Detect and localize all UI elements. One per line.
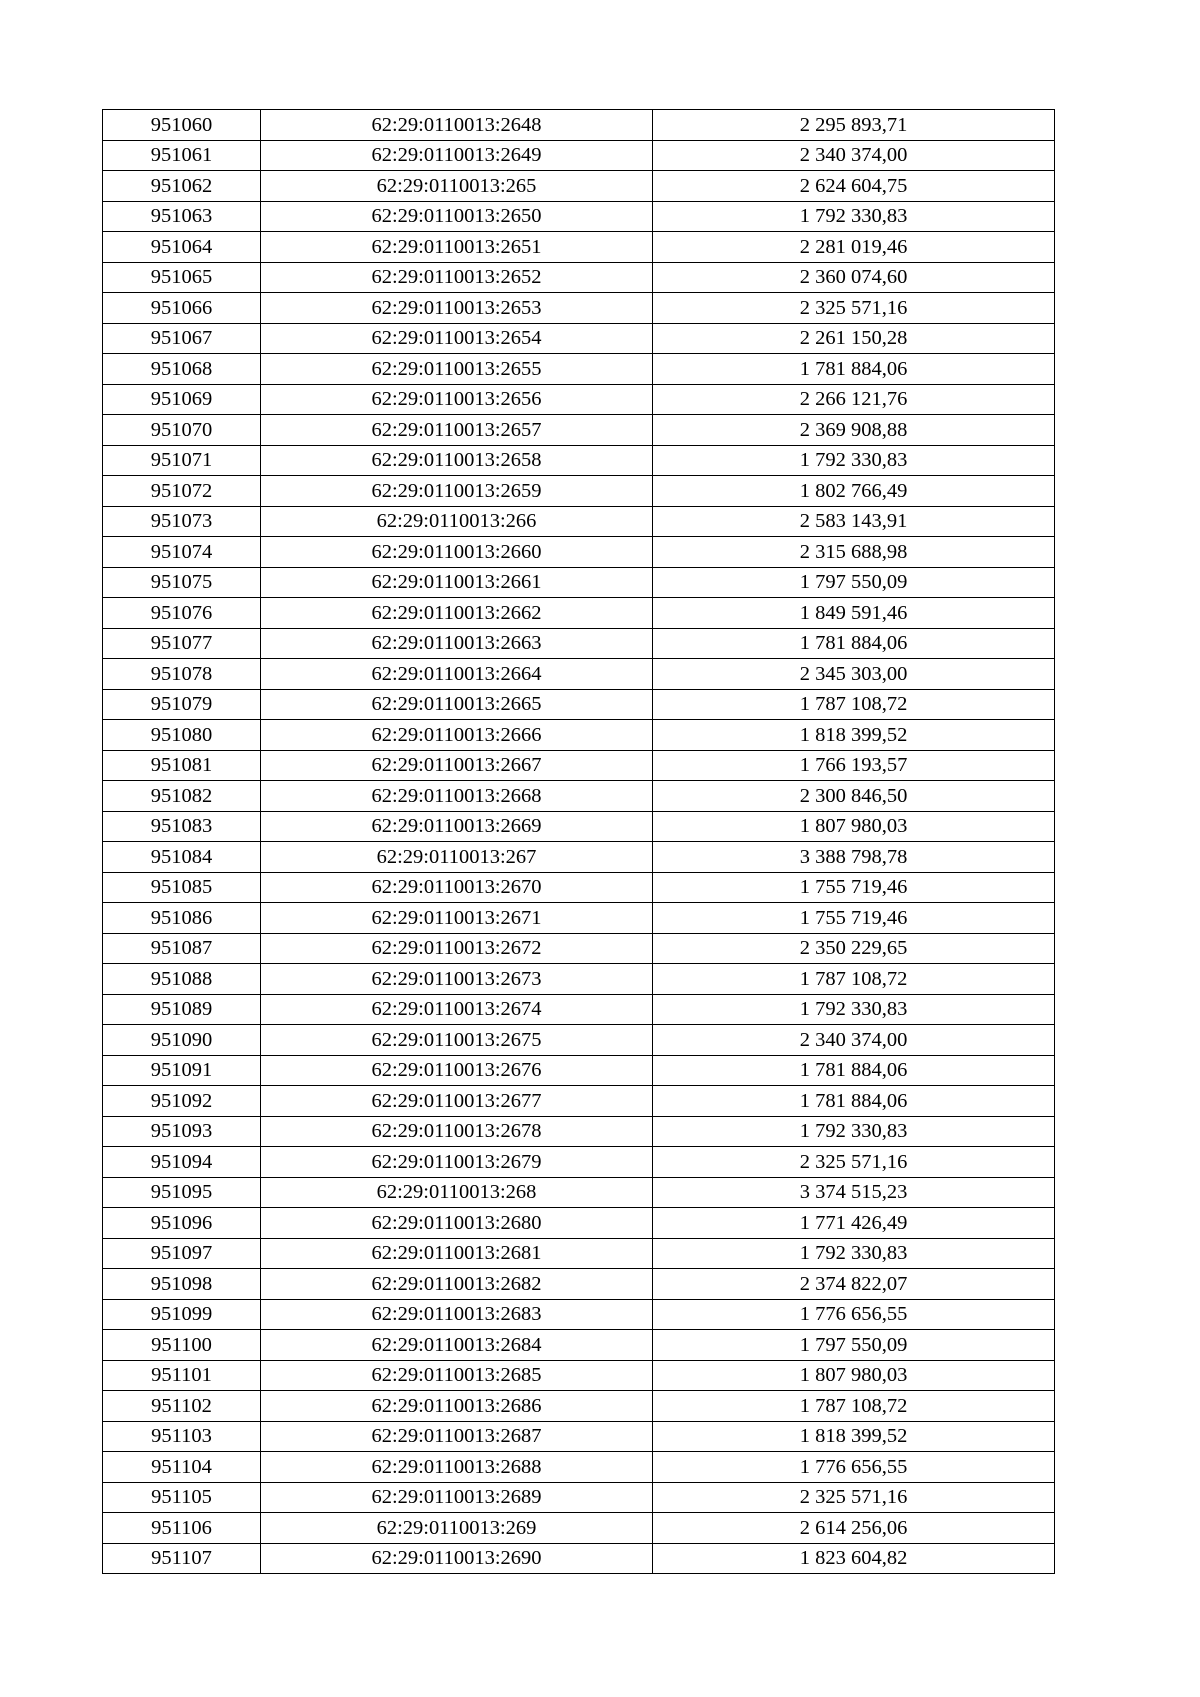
row-number-cell: 951091 [103, 1055, 261, 1086]
row-number-cell: 951068 [103, 354, 261, 385]
cadastral-value-cell: 2 624 604,75 [653, 171, 1055, 202]
cadastral-number-cell: 62:29:0110013:2662 [261, 598, 653, 629]
table-row [103, 1116, 1055, 1147]
cadastral-value-cell: 1 823 604,82 [653, 1543, 1055, 1574]
cadastral-number-cell: 62:29:0110013:267 [261, 842, 653, 873]
cadastral-number-cell: 62:29:0110013:2666 [261, 720, 653, 751]
row-number-cell: 951084 [103, 842, 261, 873]
table-row [103, 1330, 1055, 1361]
table-row [103, 1208, 1055, 1239]
row-number-cell: 951067 [103, 323, 261, 354]
cadastral-value-cell: 2 325 571,16 [653, 1147, 1055, 1178]
cadastral-number-cell: 62:29:0110013:2690 [261, 1543, 653, 1574]
cadastral-number-cell: 62:29:0110013:2675 [261, 1025, 653, 1056]
table-row [103, 232, 1055, 263]
row-number-cell: 951089 [103, 994, 261, 1025]
row-number-cell: 951105 [103, 1482, 261, 1513]
row-number-cell: 951106 [103, 1513, 261, 1544]
table-row [103, 384, 1055, 415]
table-row [103, 1421, 1055, 1452]
cadastral-number-cell: 62:29:0110013:2678 [261, 1116, 653, 1147]
row-number-cell: 951077 [103, 628, 261, 659]
row-number-cell: 951107 [103, 1543, 261, 1574]
row-number-cell: 951080 [103, 720, 261, 751]
cadastral-value-cell: 1 755 719,46 [653, 903, 1055, 934]
cadastral-value-cell: 2 340 374,00 [653, 1025, 1055, 1056]
cadastral-number-cell: 62:29:0110013:2652 [261, 262, 653, 293]
cadastral-number-cell: 62:29:0110013:2661 [261, 567, 653, 598]
cadastral-value-cell: 1 781 884,06 [653, 354, 1055, 385]
table-row [103, 445, 1055, 476]
row-number-cell: 951073 [103, 506, 261, 537]
row-number-cell: 951098 [103, 1269, 261, 1300]
cadastral-value-cell: 1 807 980,03 [653, 811, 1055, 842]
cadastral-value-cell: 2 345 303,00 [653, 659, 1055, 690]
cadastral-value-cell: 2 340 374,00 [653, 140, 1055, 171]
table-row [103, 1055, 1055, 1086]
row-number-cell: 951085 [103, 872, 261, 903]
cadastral-number-cell: 62:29:0110013:2654 [261, 323, 653, 354]
table-row [103, 201, 1055, 232]
row-number-cell: 951101 [103, 1360, 261, 1391]
cadastral-value-cell: 1 766 193,57 [653, 750, 1055, 781]
cadastral-number-cell: 62:29:0110013:2659 [261, 476, 653, 507]
row-number-cell: 951062 [103, 171, 261, 202]
table-row [103, 1147, 1055, 1178]
row-number-cell: 951063 [103, 201, 261, 232]
cadastral-value-cell: 2 374 822,07 [653, 1269, 1055, 1300]
row-number-cell: 951061 [103, 140, 261, 171]
table-row [103, 1452, 1055, 1483]
row-number-cell: 951082 [103, 781, 261, 812]
cadastral-number-cell: 62:29:0110013:2680 [261, 1208, 653, 1239]
cadastral-value-table [102, 109, 1055, 1574]
row-number-cell: 951064 [103, 232, 261, 263]
cadastral-value-cell: 2 261 150,28 [653, 323, 1055, 354]
table-row [103, 1086, 1055, 1117]
table-row [103, 1177, 1055, 1208]
table-row [103, 1360, 1055, 1391]
table-row [103, 171, 1055, 202]
cadastral-value-cell: 2 315 688,98 [653, 537, 1055, 568]
cadastral-value-cell: 2 360 074,60 [653, 262, 1055, 293]
row-number-cell: 951083 [103, 811, 261, 842]
row-number-cell: 951102 [103, 1391, 261, 1422]
table-row [103, 994, 1055, 1025]
row-number-cell: 951096 [103, 1208, 261, 1239]
table-row [103, 537, 1055, 568]
cadastral-number-cell: 62:29:0110013:2684 [261, 1330, 653, 1361]
cadastral-number-cell: 62:29:0110013:2667 [261, 750, 653, 781]
row-number-cell: 951081 [103, 750, 261, 781]
table-body [103, 110, 1055, 1574]
cadastral-number-cell: 62:29:0110013:2681 [261, 1238, 653, 1269]
cadastral-value-cell: 1 797 550,09 [653, 567, 1055, 598]
row-number-cell: 951088 [103, 964, 261, 995]
cadastral-value-cell: 1 781 884,06 [653, 1086, 1055, 1117]
table-row [103, 323, 1055, 354]
row-number-cell: 951095 [103, 1177, 261, 1208]
table-row [103, 1269, 1055, 1300]
cadastral-value-cell: 3 388 798,78 [653, 842, 1055, 873]
cadastral-value-cell: 1 792 330,83 [653, 994, 1055, 1025]
row-number-cell: 951065 [103, 262, 261, 293]
table-row [103, 262, 1055, 293]
table-row [103, 1299, 1055, 1330]
cadastral-number-cell: 62:29:0110013:2660 [261, 537, 653, 568]
table-row [103, 476, 1055, 507]
table-row [103, 842, 1055, 873]
table-row [103, 1025, 1055, 1056]
cadastral-number-cell: 62:29:0110013:2688 [261, 1452, 653, 1483]
table-row [103, 1482, 1055, 1513]
cadastral-value-cell: 1 807 980,03 [653, 1360, 1055, 1391]
row-number-cell: 951099 [103, 1299, 261, 1330]
row-number-cell: 951075 [103, 567, 261, 598]
cadastral-value-cell: 2 369 908,88 [653, 415, 1055, 446]
cadastral-value-cell: 1 776 656,55 [653, 1452, 1055, 1483]
table-row [103, 750, 1055, 781]
table-row [103, 506, 1055, 537]
table-row [103, 1238, 1055, 1269]
cadastral-number-cell: 62:29:0110013:2649 [261, 140, 653, 171]
cadastral-value-cell: 1 792 330,83 [653, 1116, 1055, 1147]
table-row [103, 720, 1055, 751]
cadastral-value-cell: 1 792 330,83 [653, 445, 1055, 476]
row-number-cell: 951072 [103, 476, 261, 507]
cadastral-value-cell: 2 281 019,46 [653, 232, 1055, 263]
cadastral-value-cell: 1 792 330,83 [653, 201, 1055, 232]
cadastral-value-cell: 1 787 108,72 [653, 964, 1055, 995]
table-row [103, 354, 1055, 385]
table-row [103, 1391, 1055, 1422]
cadastral-number-cell: 62:29:0110013:268 [261, 1177, 653, 1208]
table-row [103, 1513, 1055, 1544]
cadastral-number-cell: 62:29:0110013:2682 [261, 1269, 653, 1300]
cadastral-number-cell: 62:29:0110013:2655 [261, 354, 653, 385]
cadastral-number-cell: 62:29:0110013:2677 [261, 1086, 653, 1117]
cadastral-number-cell: 62:29:0110013:2648 [261, 110, 653, 141]
cadastral-number-cell: 62:29:0110013:2687 [261, 1421, 653, 1452]
cadastral-value-cell: 1 802 766,49 [653, 476, 1055, 507]
cadastral-value-cell: 2 266 121,76 [653, 384, 1055, 415]
cadastral-value-cell: 1 818 399,52 [653, 1421, 1055, 1452]
cadastral-value-cell: 2 300 846,50 [653, 781, 1055, 812]
cadastral-number-cell: 62:29:0110013:2672 [261, 933, 653, 964]
row-number-cell: 951092 [103, 1086, 261, 1117]
cadastral-number-cell: 62:29:0110013:2689 [261, 1482, 653, 1513]
cadastral-value-cell: 1 818 399,52 [653, 720, 1055, 751]
row-number-cell: 951100 [103, 1330, 261, 1361]
cadastral-number-cell: 62:29:0110013:2676 [261, 1055, 653, 1086]
cadastral-number-cell: 62:29:0110013:2656 [261, 384, 653, 415]
cadastral-value-cell: 2 583 143,91 [653, 506, 1055, 537]
table-row [103, 903, 1055, 934]
row-number-cell: 951094 [103, 1147, 261, 1178]
row-number-cell: 951066 [103, 293, 261, 324]
cadastral-value-cell: 1 792 330,83 [653, 1238, 1055, 1269]
row-number-cell: 951069 [103, 384, 261, 415]
cadastral-number-cell: 62:29:0110013:2653 [261, 293, 653, 324]
cadastral-number-cell: 62:29:0110013:2658 [261, 445, 653, 476]
cadastral-value-cell: 3 374 515,23 [653, 1177, 1055, 1208]
cadastral-value-cell: 2 295 893,71 [653, 110, 1055, 141]
table-row [103, 933, 1055, 964]
table-row [103, 567, 1055, 598]
cadastral-number-cell: 62:29:0110013:2669 [261, 811, 653, 842]
table-row [103, 598, 1055, 629]
row-number-cell: 951078 [103, 659, 261, 690]
table-row [103, 140, 1055, 171]
row-number-cell: 951087 [103, 933, 261, 964]
row-number-cell: 951074 [103, 537, 261, 568]
table-row [103, 628, 1055, 659]
cadastral-number-cell: 62:29:0110013:265 [261, 171, 653, 202]
cadastral-value-cell: 1 771 426,49 [653, 1208, 1055, 1239]
cadastral-value-cell: 1 781 884,06 [653, 628, 1055, 659]
table-row [103, 110, 1055, 141]
table-row [103, 659, 1055, 690]
cadastral-value-cell: 1 781 884,06 [653, 1055, 1055, 1086]
cadastral-number-cell: 62:29:0110013:2670 [261, 872, 653, 903]
row-number-cell: 951090 [103, 1025, 261, 1056]
cadastral-number-cell: 62:29:0110013:269 [261, 1513, 653, 1544]
table-row [103, 872, 1055, 903]
cadastral-number-cell: 62:29:0110013:266 [261, 506, 653, 537]
row-number-cell: 951093 [103, 1116, 261, 1147]
cadastral-number-cell: 62:29:0110013:2686 [261, 1391, 653, 1422]
cadastral-value-cell: 2 614 256,06 [653, 1513, 1055, 1544]
cadastral-value-cell: 1 797 550,09 [653, 1330, 1055, 1361]
cadastral-number-cell: 62:29:0110013:2674 [261, 994, 653, 1025]
table-row [103, 689, 1055, 720]
row-number-cell: 951104 [103, 1452, 261, 1483]
cadastral-number-cell: 62:29:0110013:2657 [261, 415, 653, 446]
cadastral-number-cell: 62:29:0110013:2650 [261, 201, 653, 232]
cadastral-number-cell: 62:29:0110013:2673 [261, 964, 653, 995]
cadastral-number-cell: 62:29:0110013:2671 [261, 903, 653, 934]
cadastral-number-cell: 62:29:0110013:2685 [261, 1360, 653, 1391]
cadastral-number-cell: 62:29:0110013:2679 [261, 1147, 653, 1178]
cadastral-value-cell: 2 350 229,65 [653, 933, 1055, 964]
row-number-cell: 951086 [103, 903, 261, 934]
row-number-cell: 951076 [103, 598, 261, 629]
cadastral-value-cell: 1 776 656,55 [653, 1299, 1055, 1330]
cadastral-number-cell: 62:29:0110013:2683 [261, 1299, 653, 1330]
row-number-cell: 951070 [103, 415, 261, 446]
row-number-cell: 951103 [103, 1421, 261, 1452]
cadastral-number-cell: 62:29:0110013:2664 [261, 659, 653, 690]
row-number-cell: 951079 [103, 689, 261, 720]
cadastral-value-cell: 2 325 571,16 [653, 1482, 1055, 1513]
cadastral-value-cell: 1 787 108,72 [653, 689, 1055, 720]
row-number-cell: 951071 [103, 445, 261, 476]
row-number-cell: 951060 [103, 110, 261, 141]
cadastral-number-cell: 62:29:0110013:2651 [261, 232, 653, 263]
row-number-cell: 951097 [103, 1238, 261, 1269]
cadastral-value-cell: 1 755 719,46 [653, 872, 1055, 903]
table-row [103, 811, 1055, 842]
cadastral-number-cell: 62:29:0110013:2663 [261, 628, 653, 659]
table-row [103, 415, 1055, 446]
cadastral-value-cell: 2 325 571,16 [653, 293, 1055, 324]
table-row [103, 781, 1055, 812]
cadastral-value-cell: 1 787 108,72 [653, 1391, 1055, 1422]
table-row [103, 1543, 1055, 1574]
cadastral-value-cell: 1 849 591,46 [653, 598, 1055, 629]
cadastral-number-cell: 62:29:0110013:2665 [261, 689, 653, 720]
table-row [103, 964, 1055, 995]
cadastral-number-cell: 62:29:0110013:2668 [261, 781, 653, 812]
table-row [103, 293, 1055, 324]
